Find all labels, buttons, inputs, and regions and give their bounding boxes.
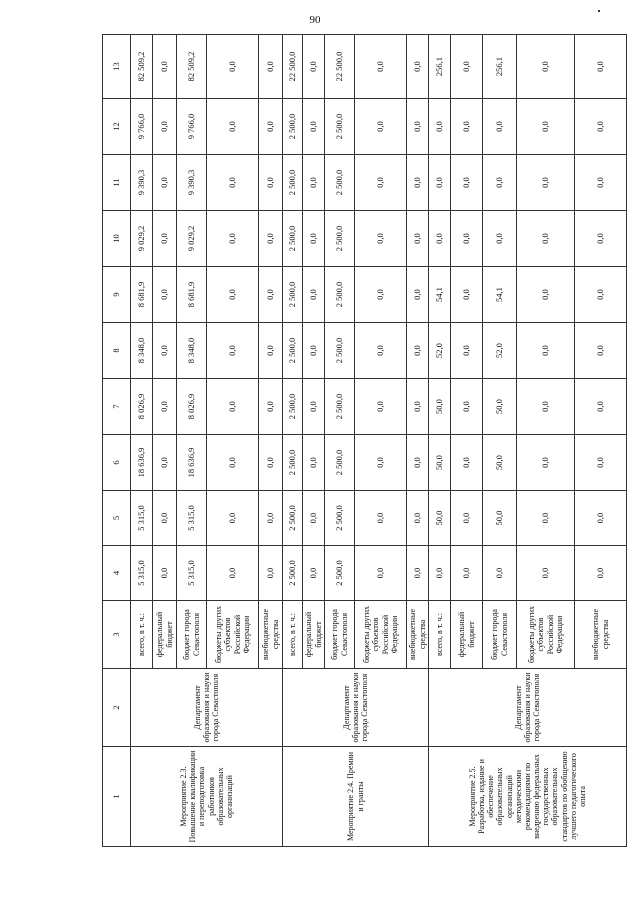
budget-table [102,34,627,847]
value-cell: 50,0 [429,435,451,491]
table-row [131,35,153,847]
value-cell: 0,0 [259,267,283,323]
header-cell: 11 [103,155,131,211]
value-cell: 0,0 [575,435,627,491]
value-cell: 0,0 [207,379,259,435]
funding-source-cell: бюджеты других субъектов Российской Федерации [517,601,575,669]
value-cell: 0,0 [207,323,259,379]
value-cell: 0,0 [355,435,407,491]
value-cell: 18 636,9 [177,435,207,491]
header-row [103,35,131,847]
value-cell: 0,0 [355,379,407,435]
funding-source-cell: бюджет города Севастополя [177,601,207,669]
value-cell: 0,0 [207,435,259,491]
value-cell: 2 500,0 [325,211,355,267]
value-cell: 0,0 [407,546,429,601]
value-cell: 8 026,9 [177,379,207,435]
value-cell: 0,0 [259,155,283,211]
header-cell: 9 [103,267,131,323]
value-cell: 0,0 [451,379,483,435]
value-cell: 50,0 [483,491,517,546]
value-cell: 5 315,0 [177,546,207,601]
measure-name-cell: Мероприятие 2.3. Повышение квалификации и переподготовка работников образовательных организаций [131,747,283,847]
value-cell: 0,0 [355,35,407,99]
value-cell: 0,0 [451,267,483,323]
value-cell: 9 029,2 [177,211,207,267]
funding-source-cell: внебюджетные средства [259,601,283,669]
value-cell: 0,0 [517,99,575,155]
value-cell: 9 766,0 [177,99,207,155]
value-cell: 0,0 [407,35,429,99]
value-cell: 256,1 [483,35,517,99]
value-cell: 0,0 [207,491,259,546]
header-cell: 4 [103,546,131,601]
value-cell: 0,0 [429,211,451,267]
value-cell: 0,0 [303,35,325,99]
value-cell: 8 026,9 [131,379,153,435]
value-cell: 2 500,0 [325,491,355,546]
header-cell: 2 [103,669,131,747]
value-cell: 2 500,0 [325,379,355,435]
header-cell: 1 [103,747,131,847]
table-frame [102,35,610,847]
value-cell: 2 500,0 [325,155,355,211]
value-cell: 0,0 [259,435,283,491]
value-cell: 0,0 [483,99,517,155]
value-cell: 0,0 [355,546,407,601]
value-cell: 82 509,2 [177,35,207,99]
header-cell: 3 [103,601,131,669]
value-cell: 0,0 [517,379,575,435]
value-cell: 0,0 [355,211,407,267]
value-cell: 0,0 [407,323,429,379]
value-cell: 0,0 [303,435,325,491]
value-cell: 0,0 [575,35,627,99]
value-cell: 0,0 [207,546,259,601]
funding-source-cell: всего, в т. ч.: [131,601,153,669]
value-cell: 0,0 [575,379,627,435]
funding-source-cell: федеральный бюджет [303,601,325,669]
value-cell: 0,0 [517,546,575,601]
value-cell: 0,0 [451,35,483,99]
value-cell: 0,0 [207,211,259,267]
value-cell: 0,0 [451,491,483,546]
value-cell: 0,0 [153,267,177,323]
header-cell: 6 [103,435,131,491]
header-cell: 13 [103,35,131,99]
value-cell: 50,0 [483,435,517,491]
executor-cell: Департамент образования и науки города Севастополя [429,669,627,747]
value-cell: 0,0 [259,379,283,435]
value-cell: 0,0 [153,99,177,155]
funding-source-cell: бюджеты других субъектов Российской Федерации [207,601,259,669]
value-cell: 2 500,0 [283,546,303,601]
value-cell: 5 315,0 [131,491,153,546]
value-cell: 0,0 [451,546,483,601]
value-cell: 0,0 [153,35,177,99]
value-cell: 22 500,0 [283,35,303,99]
value-cell: 0,0 [303,491,325,546]
funding-source-cell: всего, в т. ч.: [283,601,303,669]
header-cell: 5 [103,491,131,546]
value-cell: 0,0 [517,323,575,379]
value-cell: 0,0 [483,211,517,267]
value-cell: 0,0 [259,546,283,601]
scan-speck [598,10,600,12]
table-body [131,35,627,847]
value-cell: 0,0 [407,491,429,546]
funding-source-cell: федеральный бюджет [153,601,177,669]
funding-source-cell: внебюджетные средства [575,601,627,669]
value-cell: 0,0 [407,211,429,267]
value-cell: 5 315,0 [177,491,207,546]
value-cell: 0,0 [303,267,325,323]
value-cell: 0,0 [207,99,259,155]
value-cell: 0,0 [153,323,177,379]
value-cell: 0,0 [303,379,325,435]
value-cell: 82 509,2 [131,35,153,99]
value-cell: 0,0 [429,99,451,155]
header-cell: 10 [103,211,131,267]
value-cell: 18 636,9 [131,435,153,491]
value-cell: 0,0 [153,379,177,435]
funding-source-cell: бюджет города Севастополя [483,601,517,669]
value-cell: 0,0 [429,546,451,601]
funding-source-cell: федеральный бюджет [451,601,483,669]
value-cell: 8 681,9 [131,267,153,323]
value-cell: 0,0 [575,211,627,267]
value-cell: 0,0 [259,99,283,155]
header-cell: 8 [103,323,131,379]
value-cell: 50,0 [429,379,451,435]
value-cell: 54,1 [429,267,451,323]
value-cell: 8 681,9 [177,267,207,323]
value-cell: 2 500,0 [283,211,303,267]
value-cell: 22 500,0 [325,35,355,99]
value-cell: 0,0 [355,155,407,211]
value-cell: 0,0 [451,99,483,155]
value-cell: 0,0 [517,435,575,491]
table-row [283,35,303,847]
value-cell: 8 348,0 [131,323,153,379]
funding-source-cell: всего, в т. ч.: [429,601,451,669]
value-cell: 0,0 [355,491,407,546]
executor-cell: Департамент образования и науки города Севастополя [283,669,429,747]
value-cell: 8 348,0 [177,323,207,379]
value-cell: 9 029,2 [131,211,153,267]
value-cell: 0,0 [303,211,325,267]
value-cell: 256,1 [429,35,451,99]
value-cell: 2 500,0 [283,99,303,155]
header-cell: 12 [103,99,131,155]
value-cell: 0,0 [517,155,575,211]
value-cell: 9 766,0 [131,99,153,155]
value-cell: 0,0 [483,155,517,211]
funding-source-cell: бюджет города Севастополя [325,601,355,669]
value-cell: 2 500,0 [283,267,303,323]
value-cell: 0,0 [303,323,325,379]
value-cell: 0,0 [153,435,177,491]
value-cell: 0,0 [303,99,325,155]
value-cell: 0,0 [483,546,517,601]
value-cell: 0,0 [575,323,627,379]
value-cell: 0,0 [259,211,283,267]
measure-name-cell: Мероприятие 2.4. Премии и гранты [283,747,429,847]
funding-source-cell: внебюджетные средства [407,601,429,669]
value-cell: 0,0 [207,267,259,323]
value-cell: 0,0 [517,491,575,546]
value-cell: 0,0 [575,491,627,546]
value-cell: 2 500,0 [283,155,303,211]
value-cell: 0,0 [575,546,627,601]
value-cell: 0,0 [451,435,483,491]
value-cell: 50,0 [429,491,451,546]
value-cell: 2 500,0 [283,379,303,435]
value-cell: 0,0 [355,267,407,323]
value-cell: 0,0 [451,155,483,211]
value-cell: 2 500,0 [325,267,355,323]
value-cell: 0,0 [575,267,627,323]
value-cell: 9 390,3 [177,155,207,211]
value-cell: 54,1 [483,267,517,323]
value-cell: 2 500,0 [283,323,303,379]
value-cell: 0,0 [407,99,429,155]
value-cell: 0,0 [303,155,325,211]
table-row [429,35,451,847]
value-cell: 0,0 [153,546,177,601]
value-cell: 0,0 [303,546,325,601]
value-cell: 0,0 [407,435,429,491]
value-cell: 2 500,0 [283,435,303,491]
value-cell: 2 500,0 [325,435,355,491]
value-cell: 52,0 [483,323,517,379]
value-cell: 0,0 [451,323,483,379]
value-cell: 0,0 [207,35,259,99]
page-number: 90 [309,14,321,26]
value-cell: 2 500,0 [283,491,303,546]
value-cell: 9 390,3 [131,155,153,211]
value-cell: 2 500,0 [325,323,355,379]
value-cell: 0,0 [407,267,429,323]
executor-cell: Департамент образования и науки города Севастополя [131,669,283,747]
value-cell: 0,0 [355,99,407,155]
value-cell: 5 315,0 [131,546,153,601]
value-cell: 0,0 [407,379,429,435]
funding-source-cell: бюджеты других субъектов Российской Федерации [355,601,407,669]
value-cell: 0,0 [207,155,259,211]
value-cell: 0,0 [355,323,407,379]
value-cell: 2 500,0 [325,546,355,601]
value-cell: 0,0 [451,211,483,267]
value-cell: 0,0 [153,491,177,546]
value-cell: 0,0 [153,155,177,211]
measure-name-cell: Мероприятие 2.5. Разработка, издание и обеспечение образовательных организаций методическими рекомендациями по внедрению федеральных государственных образовательных стандартов по обобщению лучшего педагогического опыта [429,747,627,847]
value-cell: 0,0 [259,323,283,379]
value-cell: 0,0 [575,99,627,155]
value-cell: 50,0 [483,379,517,435]
value-cell: 0,0 [517,267,575,323]
rotated-table-container [102,35,610,847]
value-cell: 0,0 [429,155,451,211]
value-cell: 0,0 [517,211,575,267]
value-cell: 0,0 [259,491,283,546]
value-cell: 0,0 [575,155,627,211]
value-cell: 0,0 [407,155,429,211]
header-cell: 7 [103,379,131,435]
value-cell: 2 500,0 [325,99,355,155]
value-cell: 0,0 [259,35,283,99]
value-cell: 52,0 [429,323,451,379]
value-cell: 0,0 [517,35,575,99]
value-cell: 0,0 [153,211,177,267]
